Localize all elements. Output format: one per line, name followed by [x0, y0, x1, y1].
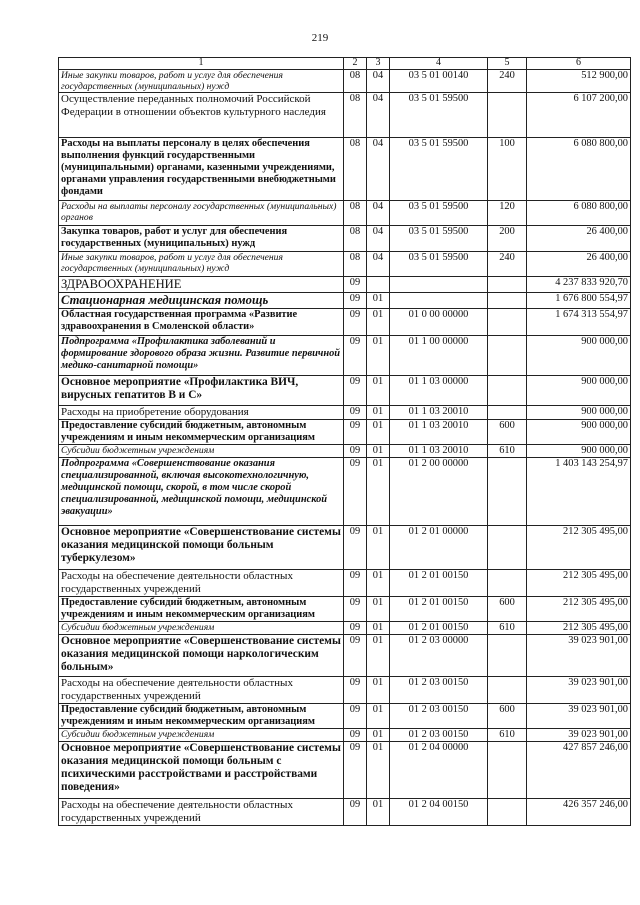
row-name-cell: Расходы на обеспечение деятельности областных государственных учреждений: [59, 570, 344, 597]
row-razdel-cell: 09: [344, 526, 367, 570]
row-razdel-cell: 09: [344, 376, 367, 406]
table-row: [59, 376, 631, 406]
row-podrazdel-cell: 04: [367, 226, 390, 252]
budget-table: [58, 57, 631, 826]
table-row: [59, 729, 631, 742]
row-vr-cell: [488, 93, 527, 138]
table-row: [59, 309, 631, 336]
row-name-cell: Расходы на обеспечение деятельности областных государственных учреждений: [59, 799, 344, 826]
row-amount-cell: 1 674 313 554,97: [527, 309, 631, 336]
row-podrazdel-cell: 04: [367, 70, 390, 93]
row-csr-cell: 01 2 01 00150: [390, 622, 488, 635]
row-vr-cell: [488, 799, 527, 826]
row-csr-cell: [390, 277, 488, 293]
table-row: [59, 138, 631, 201]
row-csr-cell: 01 1 03 00000: [390, 376, 488, 406]
row-csr-cell: 01 1 03 20010: [390, 420, 488, 445]
row-csr-cell: 01 0 00 00000: [390, 309, 488, 336]
row-podrazdel-cell: 01: [367, 376, 390, 406]
table-row: [59, 93, 631, 138]
row-amount-cell: 39 023 901,00: [527, 677, 631, 704]
table-row: [59, 336, 631, 376]
row-razdel-cell: 09: [344, 704, 367, 729]
row-amount-cell: 39 023 901,00: [527, 704, 631, 729]
row-name-cell: Основное мероприятие «Совершенствование системы оказания медицинской помощи наркологическим больным»: [59, 635, 344, 677]
row-name-cell: Расходы на обеспечение деятельности областных государственных учреждений: [59, 677, 344, 704]
row-podrazdel-cell: 01: [367, 570, 390, 597]
row-csr-cell: 01 2 04 00000: [390, 742, 488, 799]
row-name-cell: Расходы на приобретение оборудования: [59, 406, 344, 420]
row-razdel-cell: 09: [344, 742, 367, 799]
row-amount-cell: 426 357 246,00: [527, 799, 631, 826]
row-razdel-cell: 09: [344, 420, 367, 445]
row-vr-cell: [488, 336, 527, 376]
table-row: [59, 622, 631, 635]
table-row: [59, 445, 631, 458]
row-podrazdel-cell: 01: [367, 406, 390, 420]
table-row: [59, 458, 631, 526]
row-amount-cell: 900 000,00: [527, 420, 631, 445]
row-vr-cell: 600: [488, 597, 527, 622]
row-name-cell: Предоставление субсидий бюджетным, автономным учреждениям и иным некоммерческим организациям: [59, 420, 344, 445]
row-vr-cell: [488, 635, 527, 677]
row-vr-cell: [488, 570, 527, 597]
row-vr-cell: 610: [488, 622, 527, 635]
row-razdel-cell: 09: [344, 458, 367, 526]
row-vr-cell: [488, 677, 527, 704]
row-amount-cell: 900 000,00: [527, 376, 631, 406]
row-name-cell: Основное мероприятие «Совершенствование системы оказания медицинской помощи больным с психическими расстройствами и расстройствами поведения»: [59, 742, 344, 799]
header-col-name: 1: [59, 58, 344, 70]
row-vr-cell: 240: [488, 252, 527, 277]
row-razdel-cell: 09: [344, 293, 367, 309]
table-row: [59, 293, 631, 309]
row-podrazdel-cell: 01: [367, 622, 390, 635]
row-razdel-cell: 08: [344, 93, 367, 138]
row-vr-cell: [488, 458, 527, 526]
row-name-cell: Закупка товаров, работ и услуг для обеспечения государственных (муниципальных) нужд: [59, 226, 344, 252]
table-body: [59, 70, 631, 826]
row-razdel-cell: 09: [344, 677, 367, 704]
row-razdel-cell: 09: [344, 729, 367, 742]
row-vr-cell: [488, 309, 527, 336]
row-podrazdel-cell: 01: [367, 309, 390, 336]
row-razdel-cell: 09: [344, 406, 367, 420]
row-amount-cell: 900 000,00: [527, 445, 631, 458]
row-csr-cell: 01 1 00 00000: [390, 336, 488, 376]
table-row: [59, 704, 631, 729]
row-amount-cell: 427 857 246,00: [527, 742, 631, 799]
row-vr-cell: [488, 526, 527, 570]
row-podrazdel-cell: 01: [367, 420, 390, 445]
row-podrazdel-cell: 01: [367, 677, 390, 704]
row-podrazdel-cell: 01: [367, 526, 390, 570]
row-vr-cell: 610: [488, 445, 527, 458]
row-razdel-cell: 09: [344, 336, 367, 376]
page-number: 219: [311, 32, 329, 44]
row-csr-cell: 03 5 01 59500: [390, 138, 488, 201]
row-amount-cell: 900 000,00: [527, 336, 631, 376]
row-vr-cell: [488, 406, 527, 420]
row-amount-cell: 212 305 495,00: [527, 570, 631, 597]
table-row: [59, 406, 631, 420]
row-name-cell: Иные закупки товаров, работ и услуг для обеспечения государственных (муниципальных) нужд: [59, 252, 344, 277]
row-vr-cell: 600: [488, 420, 527, 445]
table-row: [59, 252, 631, 277]
row-csr-cell: 01 1 03 20010: [390, 445, 488, 458]
row-amount-cell: 1 676 800 554,97: [527, 293, 631, 309]
row-podrazdel-cell: 01: [367, 704, 390, 729]
row-amount-cell: 6 107 200,00: [527, 93, 631, 138]
row-amount-cell: 6 080 800,00: [527, 201, 631, 226]
table-row: [59, 420, 631, 445]
row-csr-cell: [390, 293, 488, 309]
row-name-cell: Областная государственная программа «Развитие здравоохранения в Смоленской области»: [59, 309, 344, 336]
row-podrazdel-cell: 01: [367, 336, 390, 376]
row-razdel-cell: 09: [344, 445, 367, 458]
row-podrazdel-cell: 01: [367, 729, 390, 742]
row-amount-cell: 26 400,00: [527, 252, 631, 277]
row-name-cell: Предоставление субсидий бюджетным, автономным учреждениям и иным некоммерческим организациям: [59, 704, 344, 729]
row-razdel-cell: 08: [344, 138, 367, 201]
row-podrazdel-cell: 01: [367, 445, 390, 458]
table-row: [59, 635, 631, 677]
row-name-cell: Субсидии бюджетным учреждениям: [59, 445, 344, 458]
row-name-cell: Субсидии бюджетным учреждениям: [59, 729, 344, 742]
row-podrazdel-cell: 04: [367, 252, 390, 277]
row-razdel-cell: 08: [344, 226, 367, 252]
row-razdel-cell: 08: [344, 70, 367, 93]
table-row: [59, 526, 631, 570]
row-podrazdel-cell: 04: [367, 138, 390, 201]
row-amount-cell: 212 305 495,00: [527, 597, 631, 622]
row-podrazdel-cell: 04: [367, 93, 390, 138]
row-name-cell: Осуществление переданных полномочий Российской Федерации в отношении объектов культурного наследия: [59, 93, 344, 138]
row-csr-cell: 01 2 04 00150: [390, 799, 488, 826]
table-row: [59, 570, 631, 597]
row-vr-cell: 240: [488, 70, 527, 93]
row-vr-cell: [488, 277, 527, 293]
row-csr-cell: 03 5 01 59500: [390, 252, 488, 277]
row-name-cell: Иные закупки товаров, работ и услуг для обеспечения государственных (муниципальных) нужд: [59, 70, 344, 93]
row-podrazdel-cell: 01: [367, 293, 390, 309]
row-podrazdel-cell: 01: [367, 799, 390, 826]
row-name-cell: Предоставление субсидий бюджетным, автономным учреждениям и иным некоммерческим организациям: [59, 597, 344, 622]
row-csr-cell: 01 1 03 20010: [390, 406, 488, 420]
row-name-cell: Субсидии бюджетным учреждениям: [59, 622, 344, 635]
row-csr-cell: 01 2 03 00150: [390, 729, 488, 742]
row-podrazdel-cell: 01: [367, 742, 390, 799]
row-name-cell: ЗДРАВООХРАНЕНИЕ: [59, 277, 344, 293]
row-vr-cell: 200: [488, 226, 527, 252]
row-amount-cell: 212 305 495,00: [527, 622, 631, 635]
row-amount-cell: 900 000,00: [527, 406, 631, 420]
table-row: [59, 277, 631, 293]
row-podrazdel-cell: 01: [367, 597, 390, 622]
row-razdel-cell: 09: [344, 570, 367, 597]
row-csr-cell: 01 2 00 00000: [390, 458, 488, 526]
table-row: [59, 597, 631, 622]
row-name-cell: Расходы на выплаты персоналу государственных (муниципальных) органов: [59, 201, 344, 226]
row-podrazdel-cell: [367, 277, 390, 293]
row-razdel-cell: 09: [344, 309, 367, 336]
row-vr-cell: 100: [488, 138, 527, 201]
row-amount-cell: 212 305 495,00: [527, 526, 631, 570]
row-csr-cell: 01 2 03 00150: [390, 704, 488, 729]
row-name-cell: Основное мероприятие «Профилактика ВИЧ, вирусных гепатитов В и С»: [59, 376, 344, 406]
row-razdel-cell: 08: [344, 201, 367, 226]
row-csr-cell: 01 2 03 00000: [390, 635, 488, 677]
header-col-razdel: 2: [344, 58, 367, 70]
row-razdel-cell: 09: [344, 277, 367, 293]
row-csr-cell: 03 5 01 59500: [390, 93, 488, 138]
row-csr-cell: 01 2 01 00150: [390, 597, 488, 622]
row-name-cell: Подпрограмма «Совершенствование оказания специализированной, включая высокотехнологичную, медицинской помощи, скорой, в том числе скорой специализированной, медицинской помощи, медицинской эвакуации»: [59, 458, 344, 526]
row-csr-cell: 01 2 01 00000: [390, 526, 488, 570]
row-csr-cell: 03 5 01 59500: [390, 226, 488, 252]
row-razdel-cell: 09: [344, 799, 367, 826]
row-razdel-cell: 09: [344, 622, 367, 635]
row-vr-cell: 600: [488, 704, 527, 729]
row-amount-cell: 39 023 901,00: [527, 729, 631, 742]
row-name-cell: Расходы на выплаты персоналу в целях обеспечения выполнения функций государственными (муниципальными) органами, казенными учреждениями, органами управления государственными внебюджетными фондами: [59, 138, 344, 201]
table-row: [59, 742, 631, 799]
row-razdel-cell: 08: [344, 252, 367, 277]
header-col-amount: 6: [527, 58, 631, 70]
table-row: [59, 70, 631, 93]
row-vr-cell: 120: [488, 201, 527, 226]
row-podrazdel-cell: 01: [367, 458, 390, 526]
row-razdel-cell: 09: [344, 635, 367, 677]
row-podrazdel-cell: 01: [367, 635, 390, 677]
row-name-cell: Стационарная медицинская помощь: [59, 293, 344, 309]
row-amount-cell: 26 400,00: [527, 226, 631, 252]
row-amount-cell: 4 237 833 920,70: [527, 277, 631, 293]
row-csr-cell: 03 5 01 00140: [390, 70, 488, 93]
header-col-vr: 5: [488, 58, 527, 70]
row-csr-cell: 01 2 03 00150: [390, 677, 488, 704]
row-vr-cell: [488, 742, 527, 799]
header-row: [59, 58, 631, 70]
table-row: [59, 677, 631, 704]
row-podrazdel-cell: 04: [367, 201, 390, 226]
row-razdel-cell: 09: [344, 597, 367, 622]
table-row: [59, 799, 631, 826]
row-vr-cell: 610: [488, 729, 527, 742]
row-csr-cell: 01 2 01 00150: [390, 570, 488, 597]
table-header: [59, 58, 631, 70]
table-row: [59, 226, 631, 252]
row-name-cell: Основное мероприятие «Совершенствование системы оказания медицинской помощи больным туберкулезом»: [59, 526, 344, 570]
row-amount-cell: 6 080 800,00: [527, 138, 631, 201]
row-vr-cell: [488, 293, 527, 309]
header-col-csr: 4: [390, 58, 488, 70]
row-vr-cell: [488, 376, 527, 406]
row-amount-cell: 512 900,00: [527, 70, 631, 93]
table-row: [59, 201, 631, 226]
row-amount-cell: 39 023 901,00: [527, 635, 631, 677]
row-csr-cell: 03 5 01 59500: [390, 201, 488, 226]
row-amount-cell: 1 403 143 254,97: [527, 458, 631, 526]
header-col-podrazdel: 3: [367, 58, 390, 70]
row-name-cell: Подпрограмма «Профилактика заболеваний и формирование здорового образа жизни. Развитие первичной медико-санитарной помощи»: [59, 336, 344, 376]
